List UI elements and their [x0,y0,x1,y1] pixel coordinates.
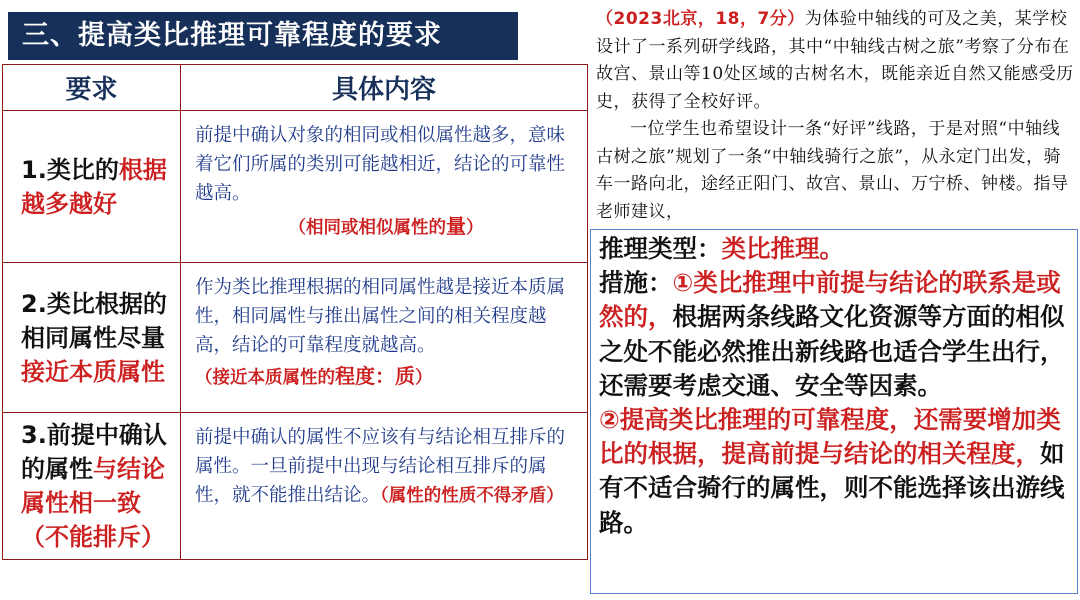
slide-title: 三、提高类比推理可靠程度的要求 [8,12,518,60]
table-row [3,413,588,560]
question-passage [596,6,1076,228]
question-source: （2023北京，18，7分） [596,9,805,29]
content-note: （属性的性质不得矛盾） [380,486,564,506]
requirement-text: 2.类比根据的相同属性尽量 [21,289,167,352]
header-requirement: 要求 [3,65,181,111]
table-row [3,111,588,263]
requirement-cell [3,413,181,560]
reasoning-type: 推理类型：类比推理。 [599,234,844,263]
content-cell [181,111,588,263]
content-cell [181,413,588,560]
content-text: 前提中确认的属性不应该有与结论相互排斥的属性。一旦前提中出现与结论相互排斥的属性，就不能推出结论。 [195,427,566,506]
requirement-highlight: 与结论属性相一致（不能排斥） [21,455,165,551]
question-paragraph-1: 为体验中轴线的可及之美，某学校设计了一系列研学线路，其中“中轴线古树之旅”考察了分布在故宫、景山等10处区域的古树名木，既能亲近自然又能感受历史，获得了全校好评。 [596,9,1074,112]
requirement-text: 3.前提中确认的属性 [21,421,167,483]
requirement-highlight: 根据越多越好 [21,155,167,218]
content-cell [181,263,588,413]
table-header-row [3,65,588,111]
content-note: （相同或相似属性的量） [288,214,484,238]
requirement-text: 1.类比的 [21,155,119,184]
header-content: 具体内容 [181,65,588,111]
requirements-table [2,64,588,560]
requirement-cell [3,111,181,263]
question-paragraph-2: 一位学生也希望设计一条“好评”线路，于是对照“中轴线古树之旅”规划了一条“中轴线骑行之旅”，从永定门出发，骑车一路向北，途经正阳门、故宫、景山、万宁桥、钟楼。指导老师建议， [596,119,1069,222]
table-row [3,263,588,413]
content-note: （接近本质属性的程度：质） [195,364,433,388]
content-text: 作为类比推理根据的相同属性越是接近本质属性，相同属性与推出属性之间的相关程度越高，结论的可靠程度就越高。 [195,277,566,356]
measure-2: ②提高类比推理的可靠程度，还需要增加类比的根据，提高前提与结论的相关程度，如有不适合骑行的属性，则不能选择该出游线路。 [599,405,1065,537]
answer-box [590,229,1078,594]
content-text: 前提中确认对象的相同或相似属性越多，意味着它们所属的类别可能越相近，结论的可靠性越高。 [195,125,566,204]
requirement-cell [3,263,181,413]
requirement-highlight: 接近本质属性 [21,357,165,386]
measure-1: 措施：①类比推理中前提与结论的联系是或然的，根据两条线路文化资源等方面的相似之处不能必然推出新线路也适合学生出行，还需要考虑交通、安全等因素。 [599,268,1065,400]
